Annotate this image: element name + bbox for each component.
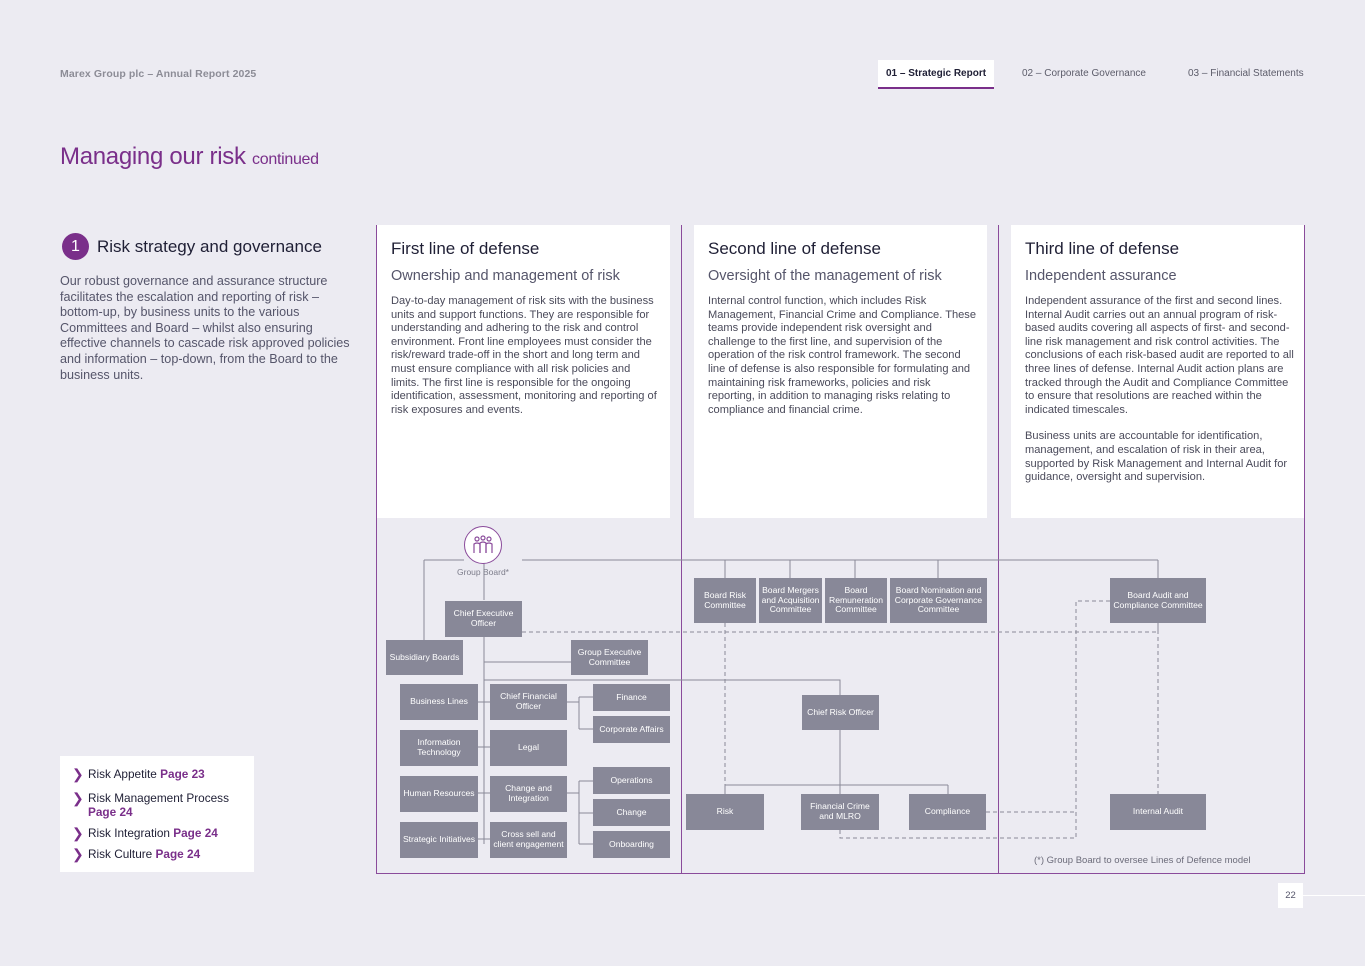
org-box-board-audit: Board Audit and Compliance Committee bbox=[1110, 578, 1206, 623]
org-box-onboarding: Onboarding bbox=[593, 831, 670, 858]
org-box-subsidiary-boards: Subsidiary Boards bbox=[386, 640, 463, 675]
org-box-board-remuneration: Board Remuneration Committee bbox=[825, 578, 887, 623]
second-line-heading: Second line of defense bbox=[708, 239, 881, 258]
link-label: Risk Appetite bbox=[88, 767, 157, 781]
org-box-change: Change bbox=[593, 799, 670, 826]
section-number-badge: 1 bbox=[62, 233, 89, 260]
org-box-compliance: Compliance bbox=[909, 794, 986, 830]
org-box-operations: Operations bbox=[593, 767, 670, 794]
org-box-finance: Finance bbox=[593, 684, 670, 711]
org-box-financial-crime: Financial Crime and MLRO bbox=[801, 794, 879, 830]
paragraph: Business units are accountable for identification, management, and escalation of risk in their area, supported by Risk Management and Internal Audit for guidance, oversight and supervision. bbox=[1025, 430, 1288, 484]
paragraph: Internal control function, which includes Risk Management, Financial Crime and Compliance. These teams provide independent risk oversight and challenge to the first line, and supervision of the operation of the risk control framework. The second line of defense is also responsible for formulating and maintaining risk frameworks, policies and risk reporting, in addition to managing risks relating to compliance and financial crime. bbox=[708, 295, 977, 416]
link-page: Page 23 bbox=[160, 767, 205, 781]
section-title: Risk strategy and governance bbox=[97, 237, 322, 256]
link-label: Risk Culture bbox=[88, 847, 153, 861]
org-box-human-resources: Human Resources bbox=[400, 776, 478, 812]
people-group-icon bbox=[464, 526, 502, 564]
chevron-right-icon: ❯ bbox=[72, 825, 84, 841]
first-line-subheading: Ownership and management of risk bbox=[391, 268, 620, 284]
org-box-information-technology: Information Technology bbox=[400, 730, 478, 766]
org-box-group-exec-committee: Group Executive Committee bbox=[571, 640, 648, 675]
org-box-cfo: Chief Financial Officer bbox=[490, 684, 567, 720]
org-box-corporate-affairs: Corporate Affairs bbox=[593, 716, 670, 743]
paragraph: Independent assurance of the first and second lines. Internal Audit carries out an annual program of risk-based audits covering all aspects of first- and second-line risk management and risk control activities. The conclusions of each risk-based audit are reported to all three lines of defense. Internal Audit action plans are tracked through the Audit and Compliance Committee to ensure that resolutions are reached within the indicated timescales. bbox=[1025, 295, 1294, 416]
link-page: Page 24 bbox=[88, 804, 133, 819]
org-box-cro: Chief Risk Officer bbox=[802, 695, 879, 730]
link-label: Risk Integration bbox=[88, 826, 170, 840]
tab-corporate-governance[interactable]: 02 – Corporate Governance bbox=[1022, 68, 1146, 79]
chevron-right-icon: ❯ bbox=[72, 846, 84, 862]
org-box-board-risk: Board Risk Committee bbox=[694, 578, 756, 623]
org-box-board-mergers: Board Mergers and Acquisition Committee bbox=[759, 578, 822, 623]
org-box-board-nomination: Board Nomination and Corporate Governance Committee bbox=[890, 578, 987, 623]
chevron-right-icon: ❯ bbox=[72, 790, 84, 806]
page-title-main: Managing our risk bbox=[60, 143, 246, 170]
link-page: Page 24 bbox=[155, 847, 201, 861]
org-box-business-lines: Business Lines bbox=[400, 684, 478, 720]
tab-strategic-report[interactable]: 01 – Strategic Report bbox=[878, 60, 994, 89]
link-page: Page 24 bbox=[173, 826, 218, 840]
chevron-right-icon: ❯ bbox=[72, 766, 84, 782]
third-line-heading: Third line of defense bbox=[1025, 239, 1180, 258]
org-box-risk: Risk bbox=[686, 794, 764, 830]
page-title-suffix: continued bbox=[252, 151, 319, 168]
paragraph: Day-to-day management of risk sits with the business units and support functions. They are responsible for understanding and adhering to the risk and control environment. Front line employees must consider the risk/reward trade-off in the short and long term and must ensure compliance with all risk policies and limits. The first line is responsible for the ongoing identification, assessment, monitoring and reporting of risk exposures and events. bbox=[391, 295, 657, 416]
second-line-subheading: Oversight of the management of risk bbox=[708, 268, 942, 284]
org-box-internal-audit: Internal Audit bbox=[1110, 794, 1206, 830]
page-number-rule bbox=[1303, 895, 1365, 896]
third-line-subheading: Independent assurance bbox=[1025, 268, 1177, 284]
first-line-heading: First line of defense bbox=[391, 239, 540, 258]
page-number: 22 bbox=[1278, 883, 1303, 908]
org-box-strategic-initiatives: Strategic Initiatives bbox=[400, 822, 478, 858]
report-title: Marex Group plc – Annual Report 2025 bbox=[60, 68, 257, 80]
org-box-ceo: Chief Executive Officer bbox=[445, 601, 522, 637]
org-box-cross-sell: Cross sell and client engagement bbox=[490, 822, 567, 858]
group-board-label: Group Board* bbox=[457, 567, 509, 577]
org-box-change-integration: Change and Integration bbox=[490, 776, 567, 812]
org-chart-footnote: (*) Group Board to oversee Lines of Defence model bbox=[1034, 855, 1251, 866]
link-label: Risk Management Process bbox=[88, 791, 229, 805]
tab-financial-statements[interactable]: 03 – Financial Statements bbox=[1188, 68, 1304, 79]
section-intro: Our robust governance and assurance structure facilitates the escalation and reporting of risk – bottom-up, by business units to the various Committees and Board – whilst also ensuring effective channels to cascade risk approved policies and information – top-down, from the Board to the business units. bbox=[60, 274, 350, 382]
org-box-legal: Legal bbox=[490, 730, 567, 766]
